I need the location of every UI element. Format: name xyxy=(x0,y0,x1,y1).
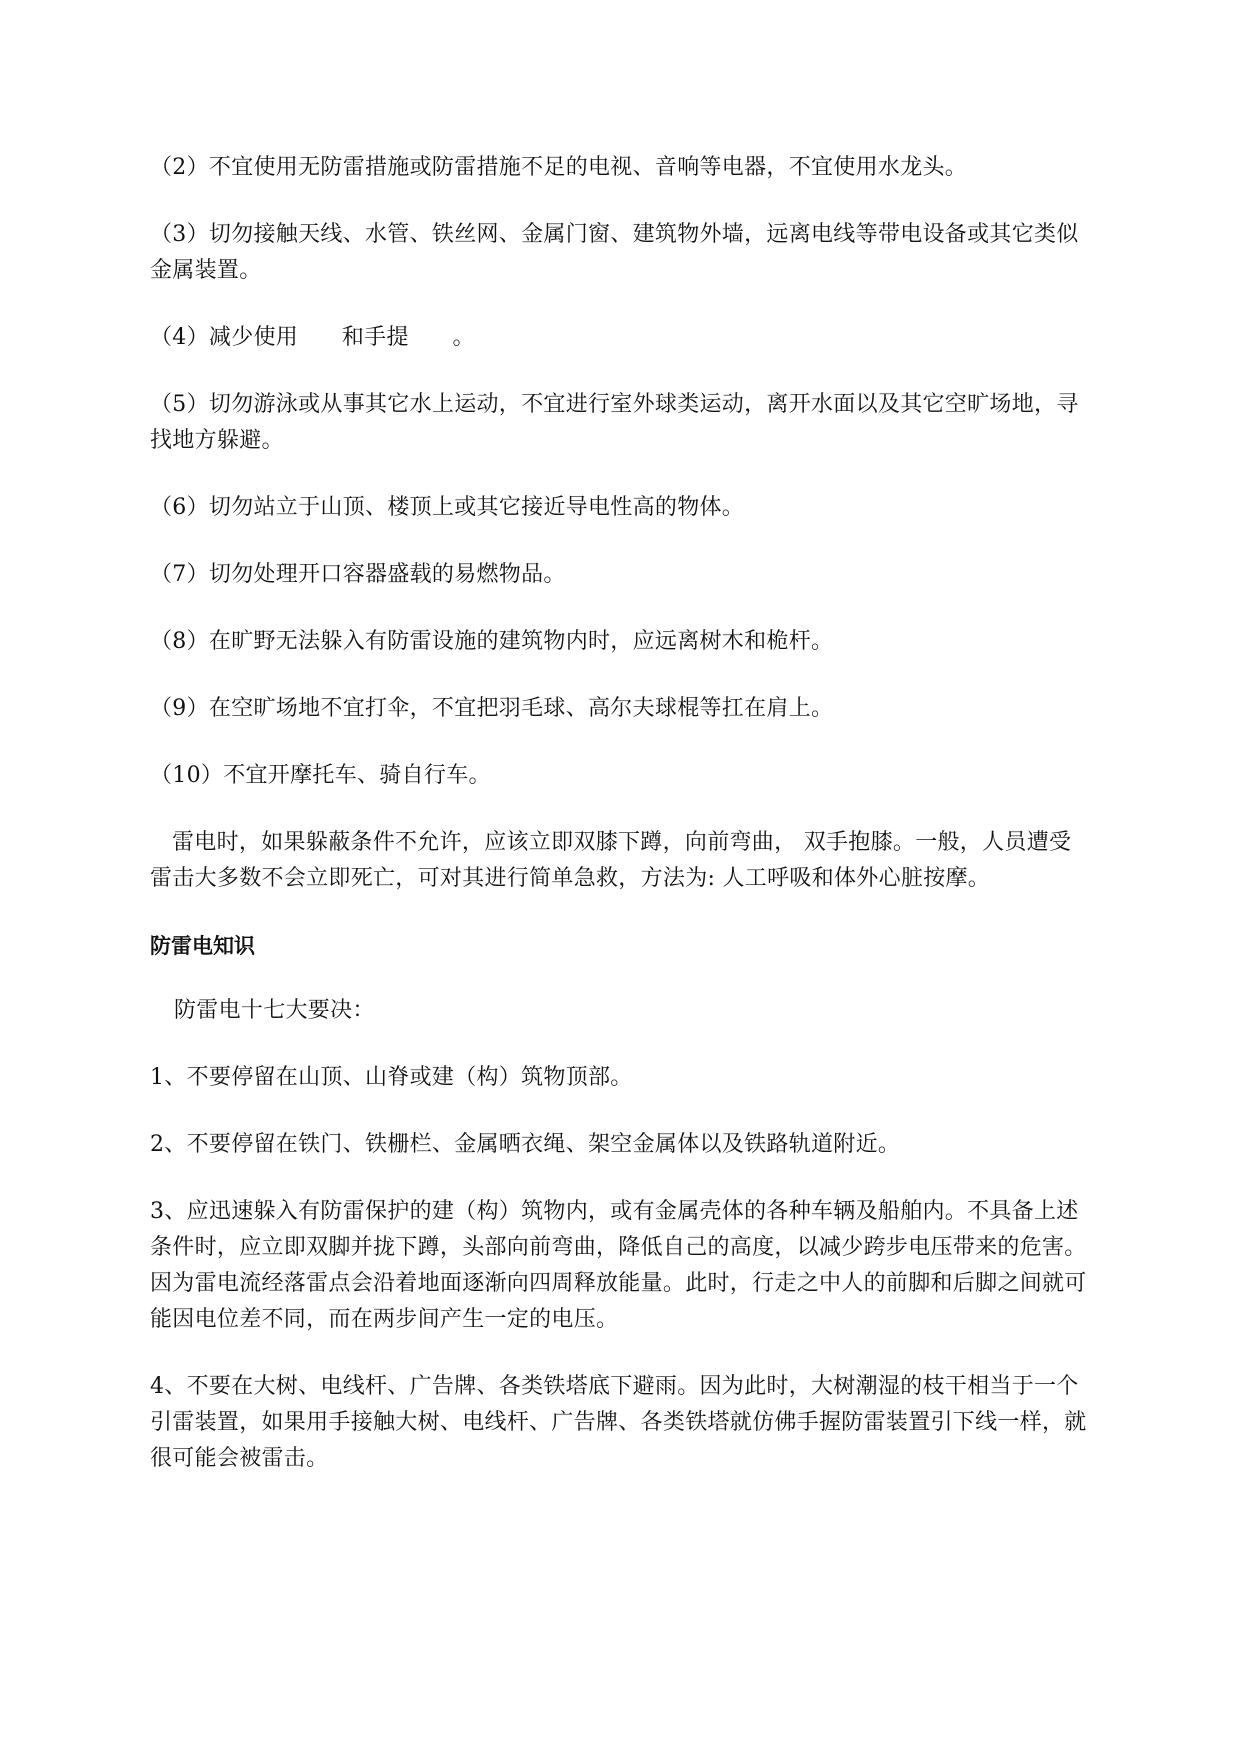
section-heading: 防雷电知识 xyxy=(150,934,255,958)
intro-paragraph: 防雷电十七大要决： xyxy=(174,998,375,1023)
tip-1: 1、不要停留在山顶、山脊或建（构）筑物顶部。 xyxy=(150,1065,633,1090)
item-2: （2）不宜使用无防雷措施或防雷措施不足的电视、音响等电器，不宜使用水龙头。 xyxy=(150,155,968,180)
item-3: （3）切勿接触天线、水管、铁丝网、金属门窗、建筑物外墙，远离电线等带电设备或其它类似金属装置。 xyxy=(150,222,1079,283)
document-page xyxy=(150,150,1090,1508)
item-7: （7）切勿处理开口容器盛载的易燃物品。 xyxy=(150,562,566,587)
item-4: （4）减少使用 和手提 。 xyxy=(150,325,475,350)
item-6: （6）切勿站立于山顶、楼顶上或其它接近导电性高的物体。 xyxy=(150,495,745,520)
first-aid-paragraph: 雷电时，如果躲蔽条件不允许，应该立即双膝下蹲，向前弯曲， 双手抱膝。一般，人员遭受雷击大多数不会立即死亡，可对其进行简单急救，方法为: 人工呼吸和体外心脏按摩。 xyxy=(150,830,1072,891)
item-9: （9）在空旷场地不宜打伞，不宜把羽毛球、高尔夫球棍等扛在肩上。 xyxy=(150,696,834,721)
item-5: （5）切勿游泳或从事其它水上运动，不宜进行室外球类运动，离开水面以及其它空旷场地，寻找地方躲避。 xyxy=(150,392,1079,453)
tip-2: 2、不要停留在铁门、铁栅栏、金属晒衣绳、架空金属体以及铁路轨道附近。 xyxy=(150,1132,901,1157)
tip-4: 4、不要在大树、电线杆、广告牌、各类铁塔底下避雨。因为此时，大树潮湿的枝干相当于一个引雷装置，如果用手接触大树、电线杆、广告牌、各类铁塔就仿佛手握防雷装置引下线一样，就很可能会被雷击。 xyxy=(150,1374,1087,1471)
item-8: （8）在旷野无法躲入有防雷设施的建筑物内时，应远离树木和桅杆。 xyxy=(150,629,834,654)
item-10: （10）不宜开摩托车、骑自行车。 xyxy=(150,763,491,788)
tip-3: 3、应迅速躲入有防雷保护的建（构）筑物内，或有金属壳体的各种车辆及船舶内。不具备上述条件时，应立即双脚并拢下蹲，头部向前弯曲，降低自己的高度，以减少跨步电压带来的危害。因为雷电流经落雷点会沿着地面逐渐向四周释放能量。此时，行走之中人的前脚和后脚之间就可能因电位差不同，而在两步间产生一定的电压。 xyxy=(150,1199,1087,1332)
